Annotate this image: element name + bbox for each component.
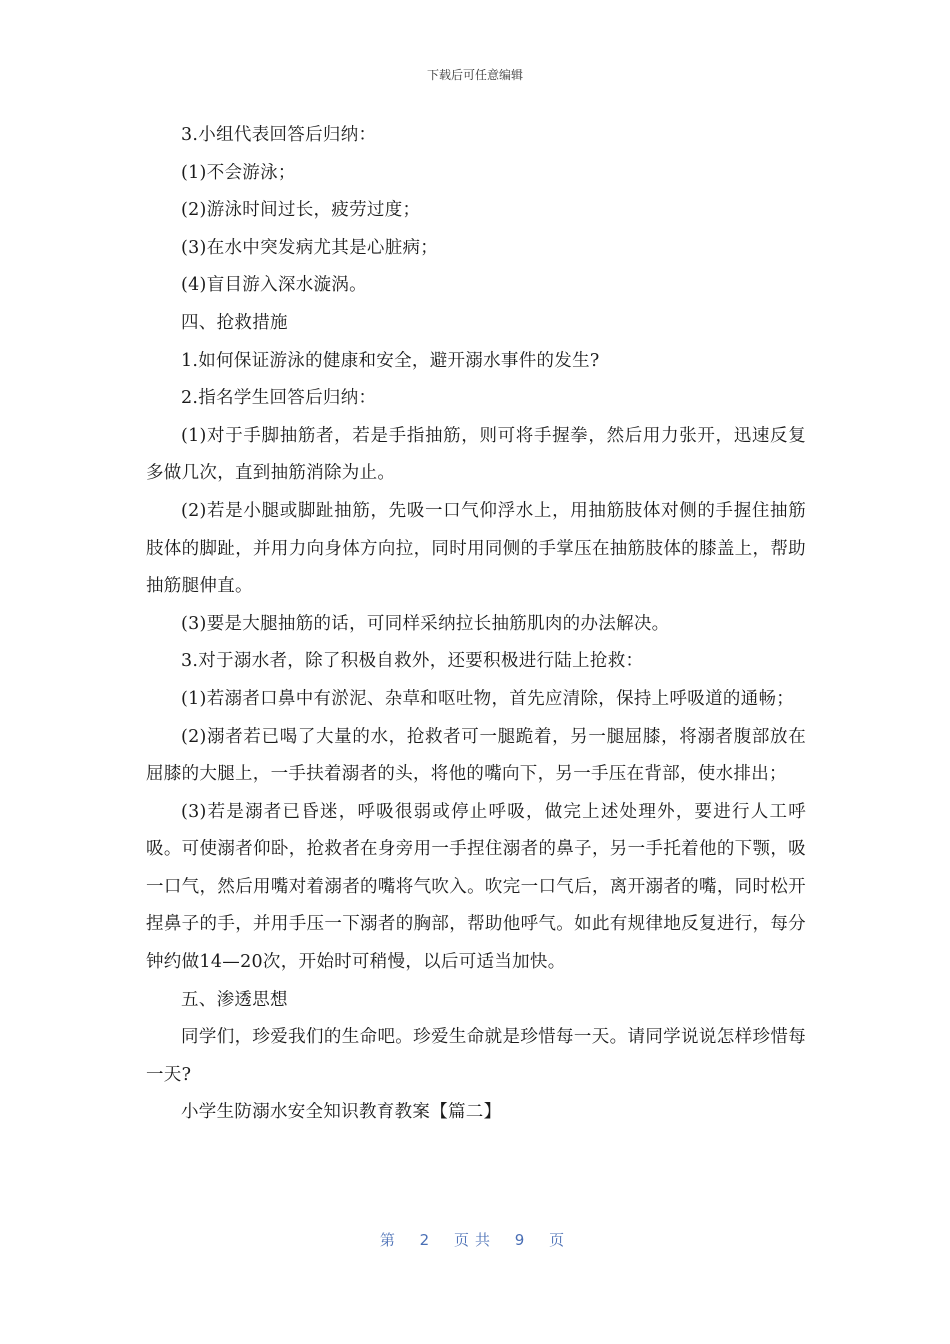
paragraph: (1)不会游泳； [181, 162, 296, 183]
paragraph: 3.小组代表回答后归纳： [181, 125, 377, 145]
document-body [146, 117, 806, 1132]
paragraph: (3)要是大腿抽筋的话，可同样采纳拉长抽筋肌肉的办法解决。 [181, 613, 670, 634]
paragraph: (4)盲目游入深水漩涡。 [181, 275, 367, 296]
paragraph: (3)若是溺者已昏迷，呼吸很弱或停止呼吸，做完上述处理外，要进行人工呼吸。可使溺者仰卧，抢救者在身旁用一手捏住溺者的鼻子，另一手托着他的下颚，吸一口气，然后用嘴对着溺者的嘴将气吹入。吹完一口气后，离开溺者的嘴，同时松开捏鼻子的手，并用手压一下溺者的胸部，帮助他呼气。如此有规律地反复进行，每分钟约做14—20次，开始时可稍慢，以后可适当加快。 [146, 801, 806, 973]
paragraph: (2)游泳时间过长，疲劳过度； [181, 200, 421, 221]
section-heading: 四、抢救措施 [181, 312, 288, 333]
paragraph: (2)溺者若已喝了大量的水，抢救者可一腿跪着，另一腿屈膝，将溺者腹部放在屈膝的大腿上，一手扶着溺者的头，将他的嘴向下，另一手压在背部，使水排出； [146, 726, 806, 785]
section-heading: 五、渗透思想 [181, 989, 288, 1010]
paragraph: (2)若是小腿或脚趾抽筋，先吸一口气仰浮水上，用抽筋肢体对侧的手握住抽筋肢体的脚趾，并用力向身体方向拉，同时用同侧的手掌压在抽筋肢体的膝盖上，帮助抽筋腿伸直。 [146, 500, 806, 597]
paragraph: (3)在水中突发病尤其是心脏病； [181, 237, 439, 258]
section-heading: 小学生防溺水安全知识教育教案【篇二】 [181, 1102, 502, 1123]
paragraph: 1.如何保证游泳的健康和安全，避开溺水事件的发生? [181, 350, 600, 371]
paragraph: 2.指名学生回答后归纳： [181, 388, 377, 409]
paragraph: 同学们，珍爱我们的生命吧。珍爱生命就是珍惜每一天。请同学说说怎样珍惜每一天? [146, 1027, 806, 1085]
paragraph: (1)对于手脚抽筋者，若是手指抽筋，则可将手握拳，然后用力张开，迅速反复多做几次，直到抽筋消除为止。 [146, 425, 806, 484]
paragraph: (1)若溺者口鼻中有淤泥、杂草和呕吐物，首先应清除，保持上呼吸道的通畅； [181, 688, 795, 709]
paragraph: 3.对于溺水者，除了积极自救外，还要积极进行陆上抢救： [181, 651, 644, 672]
page-header-note: 下载后可任意编辑 [426, 68, 523, 82]
page-number-footer: 第 2 页共 9 页 [379, 1231, 571, 1249]
